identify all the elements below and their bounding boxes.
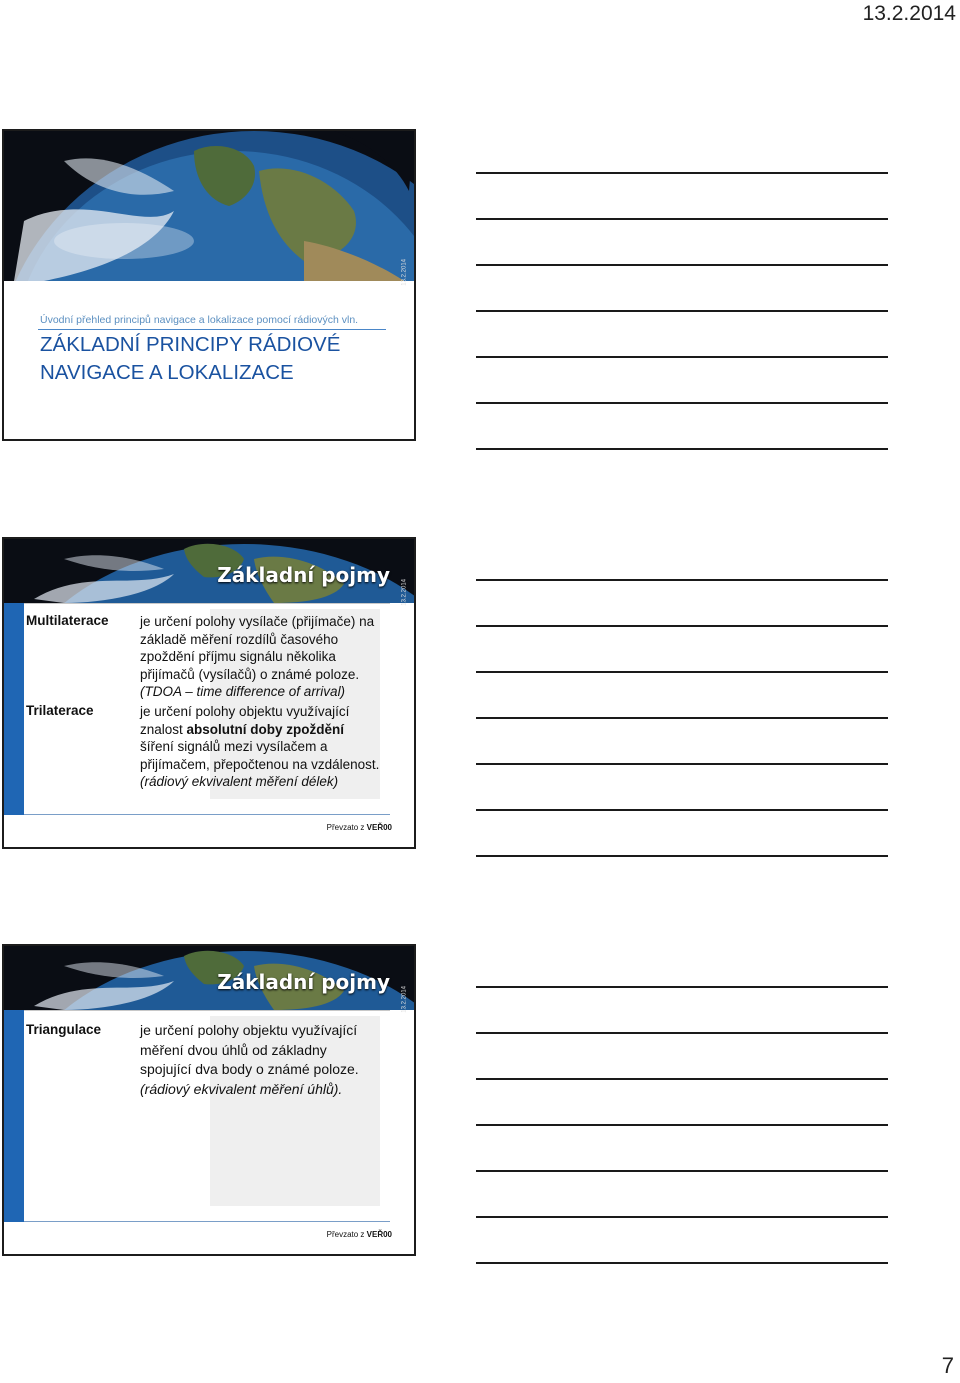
table-bottom-rule [24, 814, 390, 815]
definition-emphasis: absolutní doby zpoždění [186, 721, 345, 737]
left-accent-bar [4, 603, 24, 815]
slide-basic-terms-1 [2, 537, 416, 849]
definition-note: (rádiový ekvivalent měření délek) [140, 774, 339, 789]
source-credit [327, 1230, 392, 1239]
credit-prefix: Převzato z [326, 823, 367, 832]
slide-title [2, 129, 416, 441]
left-accent-bar [4, 1010, 24, 1222]
definition-trilaterace [140, 703, 380, 791]
definition-text: je určení polohy objektu využívající měření dvou úhlů od základny spojující dva body o známé poloze. [140, 1022, 359, 1077]
notes-lines-3 [476, 986, 888, 1308]
table-top-rule [24, 1010, 390, 1011]
table-bottom-rule [24, 1221, 390, 1222]
title-line-2: NAVIGACE A LOKALIZACE [40, 361, 294, 384]
slide-heading: Základní pojmy [217, 563, 390, 587]
slide-heading: Základní pojmy [217, 970, 390, 994]
slide-side-date: 13.2.2014 [402, 259, 408, 286]
table-top-rule [24, 603, 390, 604]
term-trilaterace: Trilaterace [26, 703, 94, 718]
subtitle-divider [38, 329, 386, 330]
slide-basic-terms-2 [2, 944, 416, 1256]
notes-lines-2 [476, 579, 888, 901]
credit-prefix: Převzato z [326, 1230, 367, 1239]
slide-side-date: 13.2.2014 [402, 986, 408, 1013]
title-line-1: ZÁKLADNÍ PRINCIPY RÁDIOVÉ [40, 333, 341, 356]
page-date: 13.2.2014 [862, 2, 956, 25]
definition-triangulace [140, 1021, 380, 1099]
term-triangulace: Triangulace [26, 1022, 102, 1037]
source-credit [327, 823, 392, 832]
earth-banner-image [4, 131, 414, 281]
definition-multilaterace [140, 613, 380, 701]
definition-text: je určení polohy objektu využívající znalost [140, 704, 350, 737]
definition-note: (rádiový ekvivalent měření úhlů). [140, 1080, 343, 1097]
slide-subtitle: Úvodní přehled principů navigace a lokalizace pomocí rádiových vln. [40, 314, 359, 326]
notes-lines-1 [476, 172, 888, 494]
credit-source: VEŘ00 [366, 823, 392, 832]
page-number: 7 [941, 1353, 954, 1378]
definition-text: je určení polohy vysílače (přijímače) na základě měření rozdílů časového zpoždění příjmu signálu několika přijímačů (vysílačů) o známé poloze. [140, 614, 375, 682]
definition-text-cont: šíření signálů mezi vysílačem a přijímačem, přepočtenou na vzdálenost. [140, 739, 380, 772]
definition-note: (TDOA – time difference of arrival) [140, 684, 346, 699]
slide-title-text [40, 331, 370, 387]
credit-source: VEŘ00 [366, 1230, 392, 1239]
term-multilaterace: Multilaterace [26, 613, 109, 628]
slide-side-date: 13.2.2014 [402, 579, 408, 606]
